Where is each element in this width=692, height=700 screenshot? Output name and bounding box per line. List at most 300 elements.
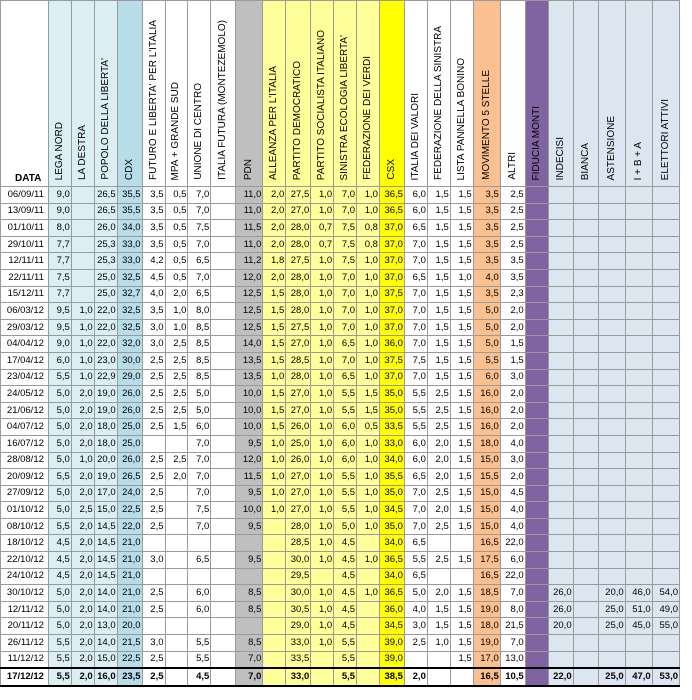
date-cell: 20/11/12 [1,618,49,635]
value-cell [652,369,679,386]
column-header-label: ASTENSIONE [605,115,617,180]
value-cell: 1,5 [500,336,525,353]
value-cell [525,601,548,618]
value-cell: 1,5 [427,618,450,635]
value-cell: 1,5 [263,286,286,303]
value-cell: 1,0 [165,303,188,320]
value-cell: 2,5 [142,469,165,486]
value-cell: 16,0 [94,668,117,686]
value-cell [71,269,94,286]
date-cell: 06/09/11 [1,187,49,204]
value-cell: 7,5 [188,220,211,237]
value-cell [211,386,236,403]
value-cell: 6,5 [404,269,427,286]
table-row [1,386,680,403]
value-cell: 2,0 [165,286,188,303]
value-cell: 2,0 [71,635,94,652]
header-row [1,1,680,187]
value-cell: 27,0 [286,502,311,519]
value-cell [263,668,286,686]
value-cell: 27,5 [286,187,311,204]
value-cell: 3,0 [500,452,525,469]
value-cell: 6,5 [188,552,211,569]
value-cell: 7,0 [404,502,427,519]
value-cell [652,220,679,237]
value-cell: 2,5 [427,419,450,436]
value-cell: 7,0 [188,236,211,253]
value-cell: 8,5 [236,585,263,602]
value-cell [548,236,573,253]
value-cell: 5,5 [334,485,357,502]
column-header-label: PDN [243,158,255,180]
value-cell: 3,5 [473,253,500,270]
value-cell [165,535,188,552]
value-cell: 28,5 [286,535,311,552]
value-cell [211,502,236,519]
value-cell: 2,0 [263,187,286,204]
value-cell: 28,0 [286,286,311,303]
value-cell [165,518,188,535]
column-header [71,1,94,187]
value-cell: 14,5 [94,552,117,569]
value-cell: 14,0 [94,601,117,618]
value-cell: 4,5 [48,568,71,585]
value-cell: 14,0 [236,336,263,353]
value-cell: 2,0 [71,535,94,552]
value-cell [548,253,573,270]
value-cell [71,187,94,204]
value-cell [573,518,598,535]
value-cell [652,651,679,668]
value-cell [211,651,236,668]
column-header-label: SINISTRA ECOLOGIA LIBERTA' [339,34,351,180]
value-cell: 12,5 [236,286,263,303]
value-cell: 0,5 [165,187,188,204]
column-header-label: FIDUCIA MONTI [530,105,542,180]
value-cell: 2,0 [165,469,188,486]
value-cell: 3,5 [473,220,500,237]
value-cell: 2,5 [427,402,450,419]
value-cell: 47,0 [625,668,652,686]
value-cell: 5,5 [404,419,427,436]
column-header-label: ELETTORI ATTIVI [659,98,671,180]
value-cell [625,319,652,336]
date-cell: 04/04/12 [1,336,49,353]
value-cell: 1,0 [263,452,286,469]
column-header [117,1,142,187]
table-row [1,568,680,585]
value-cell [211,485,236,502]
table-row [1,269,680,286]
date-cell: 22/10/12 [1,552,49,569]
value-cell: 5,0 [473,303,500,320]
value-cell: 14,5 [94,518,117,535]
value-cell: 25,0 [598,618,625,635]
value-cell [573,187,598,204]
value-cell: 5,5 [48,469,71,486]
value-cell: 10,0 [236,419,263,436]
date-cell: 17/04/12 [1,352,49,369]
column-header [427,1,450,187]
value-cell: 18,0 [94,419,117,436]
value-cell [165,502,188,519]
value-cell: 37,0 [379,269,404,286]
value-cell [652,187,679,204]
value-cell [357,651,380,668]
value-cell [625,220,652,237]
value-cell: 15,0 [473,485,500,502]
value-cell: 4,5 [334,601,357,618]
column-header [379,1,404,187]
value-cell: 25,0 [598,668,625,686]
value-cell: 6,0 [404,203,427,220]
value-cell: 15,0 [473,452,500,469]
value-cell: 7,0 [404,286,427,303]
value-cell: 1,0 [263,485,286,502]
value-cell: 4,5 [334,585,357,602]
value-cell [548,452,573,469]
value-cell [548,552,573,569]
value-cell [573,502,598,519]
column-header [188,1,211,187]
value-cell: 3,0 [500,369,525,386]
value-cell [625,303,652,320]
value-cell: 1,0 [311,319,334,336]
value-cell: 35,0 [379,386,404,403]
value-cell [652,336,679,353]
value-cell [211,286,236,303]
value-cell: 9,5 [48,303,71,320]
value-cell [427,668,450,686]
value-cell: 36,5 [379,585,404,602]
value-cell [211,187,236,204]
value-cell: 51,0 [625,601,652,618]
value-cell [573,369,598,386]
date-cell: 22/11/11 [1,269,49,286]
value-cell: 8,0 [48,220,71,237]
value-cell: 7,0 [188,435,211,452]
value-cell [573,651,598,668]
value-cell: 1,0 [357,203,380,220]
value-cell [548,352,573,369]
value-cell [525,469,548,486]
value-cell: 19,0 [94,386,117,403]
value-cell: 1,5 [263,386,286,403]
value-cell: 4,0 [500,435,525,452]
value-cell: 36,0 [379,601,404,618]
value-cell [525,352,548,369]
column-header-label: CDX [123,158,135,180]
value-cell [652,303,679,320]
value-cell [548,518,573,535]
value-cell [525,369,548,386]
value-cell: 2,3 [500,286,525,303]
column-header [598,1,625,187]
value-cell: 1,5 [427,319,450,336]
value-cell: 7,0 [236,668,263,686]
value-cell: 26,0 [117,452,142,469]
value-cell [598,386,625,403]
value-cell: 33,0 [379,435,404,452]
value-cell: 1,0 [263,469,286,486]
column-header-label: LISTA PANNELLA BONINO [455,57,467,180]
value-cell: 25,0 [117,419,142,436]
value-cell: 17,0 [94,485,117,502]
value-cell: 1,5 [500,352,525,369]
value-cell: 1,0 [357,303,380,320]
value-cell [236,568,263,585]
value-cell: 1,5 [450,369,473,386]
value-cell: 36,5 [379,203,404,220]
date-cell: 30/10/12 [1,585,49,602]
date-cell: 24/05/12 [1,386,49,403]
value-cell: 30,0 [286,552,311,569]
value-cell: 1,0 [427,635,450,652]
value-cell: 2,0 [71,601,94,618]
value-cell [573,352,598,369]
value-cell: 1,0 [311,419,334,436]
value-cell: 7,0 [188,485,211,502]
value-cell: 3,5 [473,236,500,253]
value-cell [652,485,679,502]
table-row [1,402,680,419]
value-cell [450,668,473,686]
value-cell: 37,5 [379,286,404,303]
value-cell [598,485,625,502]
value-cell: 33,0 [117,253,142,270]
column-header-label: LEGA NORD [53,121,65,180]
table-row [1,668,680,686]
value-cell: 1,5 [427,253,450,270]
value-cell: 1,0 [357,369,380,386]
value-cell [652,435,679,452]
value-cell: 1,8 [263,253,286,270]
table-row [1,187,680,204]
value-cell: 1,5 [450,601,473,618]
value-cell [652,552,679,569]
value-cell: 1,0 [71,319,94,336]
value-cell [548,651,573,668]
value-cell [652,469,679,486]
value-cell: 11,0 [236,236,263,253]
value-cell: 25,0 [598,601,625,618]
column-header [334,1,357,187]
value-cell: 1,5 [427,203,450,220]
value-cell [211,518,236,535]
table-body [1,187,680,686]
value-cell [625,286,652,303]
value-cell: 7,0 [188,518,211,535]
value-cell [71,220,94,237]
value-cell: 34,0 [379,568,404,585]
value-cell: 26,0 [117,386,142,403]
column-header [357,1,380,187]
value-cell: 1,5 [263,402,286,419]
value-cell [211,336,236,353]
value-cell [625,236,652,253]
value-cell: 15,5 [473,469,500,486]
column-header [573,1,598,187]
value-cell: 2,5 [427,386,450,403]
value-cell: 18,0 [473,435,500,452]
date-cell: 26/11/12 [1,635,49,652]
column-header [48,1,71,187]
value-cell: 1,5 [450,618,473,635]
value-cell: 0,5 [165,236,188,253]
value-cell: 1,5 [450,585,473,602]
column-header [94,1,117,187]
value-cell: 1,0 [357,319,380,336]
date-cell: 23/04/12 [1,369,49,386]
value-cell: 19,0 [94,402,117,419]
date-cell: 29/03/12 [1,319,49,336]
table-row [1,535,680,552]
value-cell [211,203,236,220]
value-cell: 1,0 [357,452,380,469]
value-cell [573,601,598,618]
value-cell [548,187,573,204]
value-cell [165,552,188,569]
value-cell: 28,0 [286,220,311,237]
value-cell: 9,5 [48,319,71,336]
value-cell: 2,0 [71,552,94,569]
value-cell [165,435,188,452]
value-cell: 1,5 [357,402,380,419]
value-cell [625,336,652,353]
value-cell: 38,5 [379,668,404,686]
value-cell [598,535,625,552]
value-cell: 1,5 [427,336,450,353]
value-cell: 25,3 [94,236,117,253]
value-cell [625,518,652,535]
value-cell: 27,0 [286,336,311,353]
value-cell: 4,5 [142,269,165,286]
value-cell: 1,5 [427,286,450,303]
value-cell: 35,0 [379,402,404,419]
value-cell [211,568,236,585]
value-cell: 5,0 [48,618,71,635]
value-cell [598,352,625,369]
value-cell: 1,0 [71,303,94,320]
value-cell [525,651,548,668]
value-cell: 15,0 [473,518,500,535]
value-cell: 1,5 [450,485,473,502]
value-cell [450,568,473,585]
value-cell [548,303,573,320]
value-cell: 2,0 [263,203,286,220]
value-cell: 1,0 [311,601,334,618]
table-row [1,518,680,535]
value-cell: 9,5 [236,435,263,452]
value-cell: 1,5 [427,601,450,618]
value-cell [188,535,211,552]
column-header [652,1,679,187]
value-cell: 5,5 [188,635,211,652]
value-cell: 2,5 [142,452,165,469]
value-cell: 4,5 [48,535,71,552]
column-header-label: MPA + GRANDE SUD [170,81,182,180]
value-cell [211,635,236,652]
value-cell: 1,5 [450,286,473,303]
value-cell: 18,5 [473,585,500,602]
value-cell: 16,0 [473,386,500,403]
value-cell: 26,0 [286,419,311,436]
value-cell: 2,0 [427,502,450,519]
value-cell: 1,0 [357,253,380,270]
value-cell: 1,0 [311,369,334,386]
value-cell: 1,0 [71,452,94,469]
value-cell: 9,5 [236,518,263,535]
value-cell [598,552,625,569]
value-cell [450,535,473,552]
value-cell: 4,5 [48,552,71,569]
value-cell [525,568,548,585]
value-cell: 2,5 [142,419,165,436]
value-cell: 1,0 [357,518,380,535]
value-cell: 27,0 [286,469,311,486]
value-cell [211,369,236,386]
value-cell: 15,0 [94,502,117,519]
value-cell: 2,0 [263,220,286,237]
value-cell: 28,0 [286,269,311,286]
value-cell [598,469,625,486]
value-cell: 6,0 [334,419,357,436]
value-cell: 7,0 [334,187,357,204]
value-cell [598,203,625,220]
value-cell [598,651,625,668]
value-cell: 2,0 [71,585,94,602]
value-cell: 2,5 [142,352,165,369]
value-cell: 5,5 [404,386,427,403]
value-cell: 32,5 [117,319,142,336]
value-cell: 4,0 [473,269,500,286]
column-header [211,1,236,187]
value-cell: 1,0 [357,187,380,204]
value-cell [211,601,236,618]
date-cell: 20/09/12 [1,469,49,486]
date-cell: 01/10/12 [1,502,49,519]
date-cell: 08/10/12 [1,518,49,535]
value-cell: 1,5 [450,336,473,353]
value-cell: 2,5 [142,502,165,519]
date-cell: 04/07/12 [1,419,49,436]
value-cell [548,203,573,220]
value-cell: 6,0 [473,369,500,386]
value-cell: 34,5 [379,618,404,635]
value-cell: 35,5 [117,187,142,204]
value-cell: 0,7 [311,220,334,237]
value-cell: 7,0 [188,187,211,204]
value-cell: 29,0 [286,618,311,635]
value-cell: 20,0 [548,618,573,635]
date-cell: 12/11/11 [1,253,49,270]
value-cell [598,502,625,519]
value-cell [625,552,652,569]
value-cell [573,419,598,436]
value-cell [263,601,286,618]
value-cell: 4,0 [404,601,427,618]
value-cell: 22,0 [94,303,117,320]
value-cell: 37,5 [379,352,404,369]
value-cell: 8,0 [500,601,525,618]
value-cell: 5,5 [48,369,71,386]
value-cell [525,253,548,270]
value-cell [165,568,188,585]
value-cell: 12,5 [236,319,263,336]
value-cell: 1,5 [450,236,473,253]
value-cell [598,402,625,419]
value-cell: 33,0 [117,236,142,253]
